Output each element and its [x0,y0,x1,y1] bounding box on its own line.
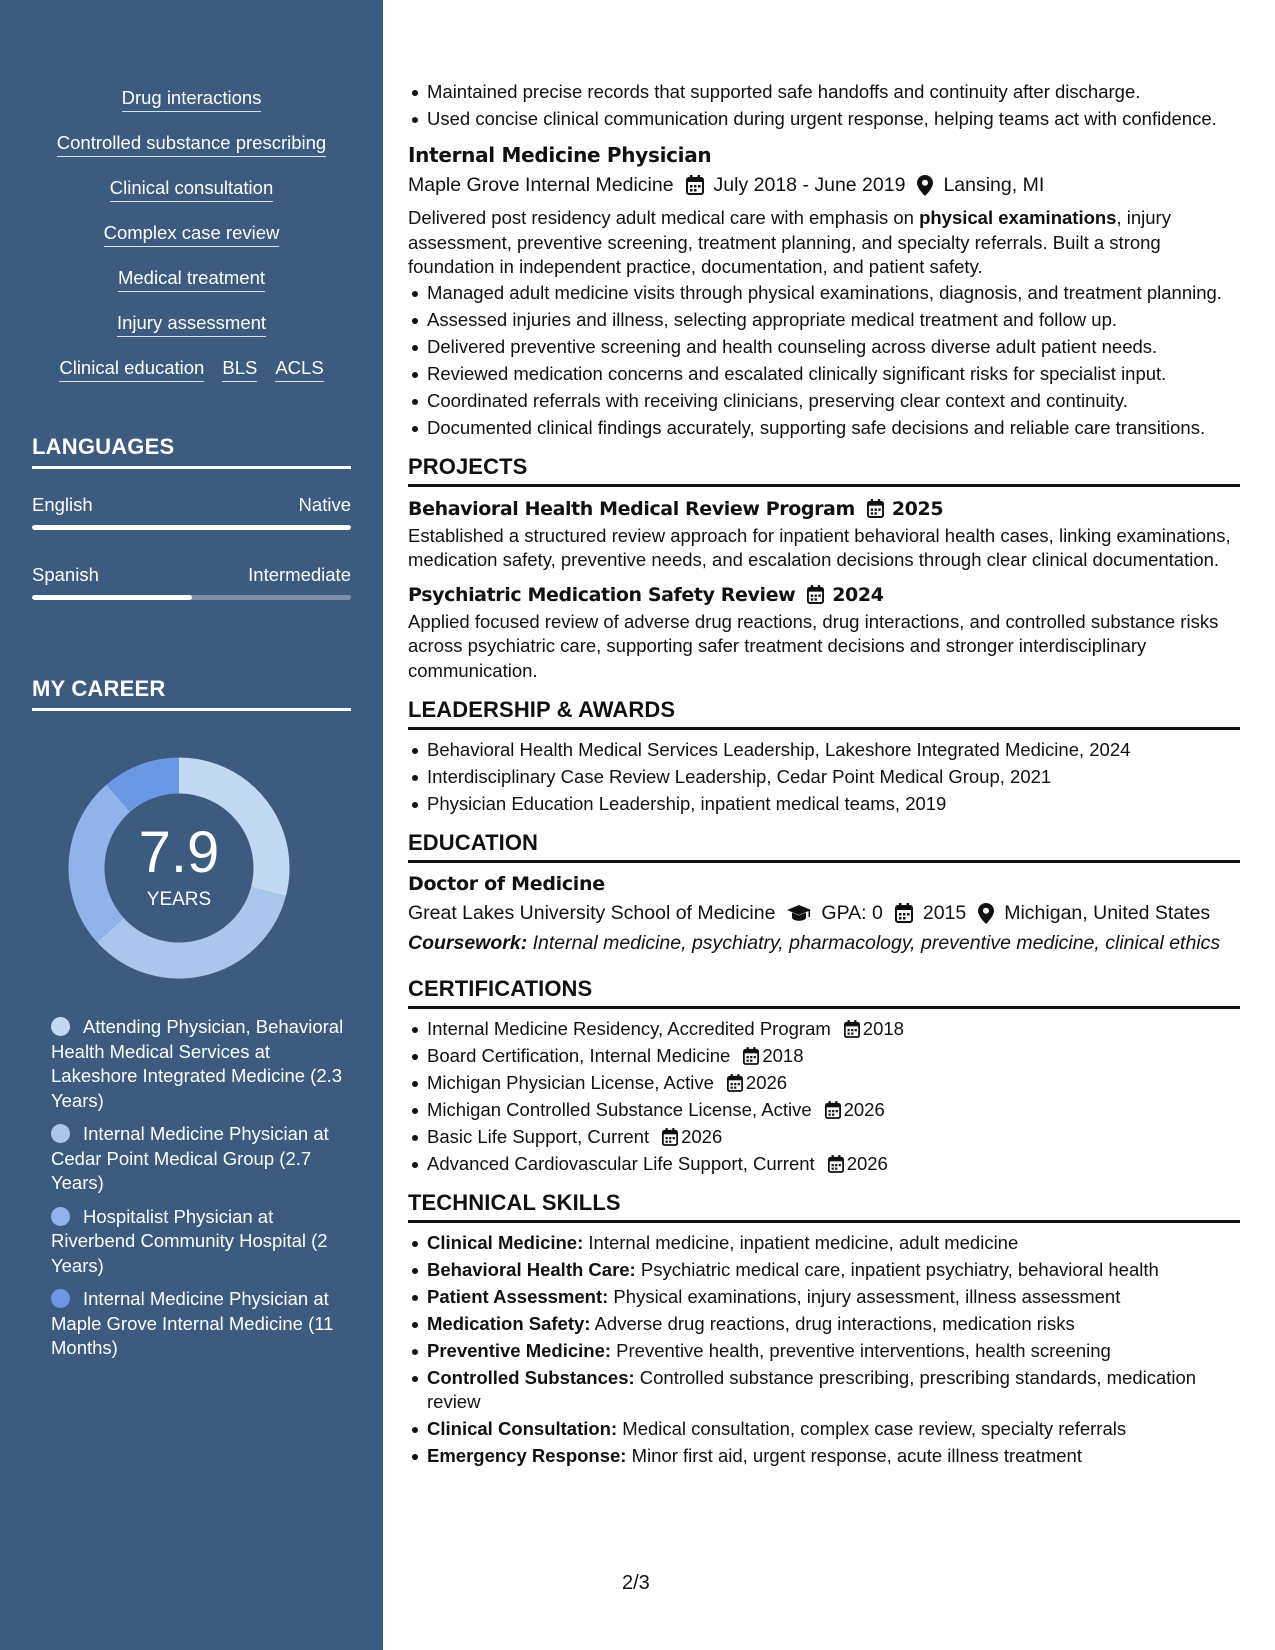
career-total-years: 7.9 [138,820,220,885]
job-title: Internal Medicine Physician [408,143,712,167]
job-summary [408,206,1240,280]
summary-text: , injury assessment, preventive screening, treatment planning, and specialty referrals. Built a strong foundation in independent practice, documentation, and patient safety. [408,207,1171,277]
tag-row [0,131,383,157]
previous-job-bullets [408,80,1240,131]
calendar-icon [662,1128,678,1146]
calendar-icon [895,903,913,923]
projects-heading: PROJECTS [408,454,1240,487]
tag-row [0,356,383,382]
skill-details: Psychiatric medical care, inpatient psychiatry, behavioral health [635,1258,1159,1280]
career-total-unit: YEARS [146,889,212,910]
career-legend-text: Hospitalist Physician at Riverbend Community Hospital (2 Years) [51,1205,328,1276]
certifications-heading: CERTIFICATIONS [408,976,1240,1009]
certifications-list [408,1017,1240,1176]
location-pin-icon [917,175,933,196]
certification-name: Basic Life Support, Current [427,1125,650,1147]
tag-row [0,86,383,112]
language-level: Native [298,494,351,515]
certification-item [408,1044,1240,1068]
skill-tag: Drug interactions [122,86,262,112]
project-year: 2024 [832,583,884,606]
skill-tag: Complex case review [104,221,280,247]
skill-category: Clinical Medicine: [427,1231,584,1253]
career-legend-item [51,1122,351,1196]
certification-year: 2026 [681,1125,723,1147]
career-legend-text: Internal Medicine Physician at Cedar Point Medical Group (2.7 Years) [51,1123,329,1193]
job-location: Lansing, MI [943,174,1045,196]
skill-details: Physical examinations, injury assessment, illness assessment [608,1285,1121,1307]
skill-category: Emergency Response: [427,1444,627,1466]
bullet-item: Delivered preventive screening and health counseling across diverse adult patient needs. [408,335,1240,359]
skill-details: Internal medicine, inpatient medicine, adult medicine [583,1231,1019,1253]
bullet-item: Maintained precise records that supported safe handoffs and continuity after discharge. [408,80,1240,104]
certification-name: Advanced Cardiovascular Life Support, Current [427,1152,815,1174]
calendar-icon [867,499,884,518]
legend-dot [51,1017,70,1036]
school-location: Michigan, United States [1004,902,1211,924]
certification-name: Michigan Physician License, Active [427,1071,714,1093]
language-proficiency-fill [32,595,192,600]
project-year: 2025 [891,497,944,520]
donut-segment [118,776,179,799]
skill-category: Behavioral Health Care: [427,1258,636,1280]
skill-tag: Clinical education [59,356,204,382]
skill-tag: BLS [222,356,257,382]
bullet-item: Physician Education Leadership, inpatient medical teams, 2019 [408,792,1240,816]
project-description: Applied focused review of adverse drug reactions, drug interactions, and controlled substance risks across psychiatric care, supporting safer treatment decisions and stronger interdisciplinary communication. [408,610,1219,681]
tag-row [0,266,383,292]
page-number: 2/3 [622,1572,650,1594]
skill-item [408,1285,1240,1309]
career-legend-text: Internal Medicine Physician at Maple Grove Internal Medicine (11 Months) [51,1288,334,1358]
certification-item [408,1125,1240,1149]
skill-category: Controlled Substances: [427,1366,635,1388]
education-heading: EDUCATION [408,830,1240,863]
career-legend-item [51,1287,351,1361]
bullet-item: Documented clinical findings accurately, supporting safe decisions and reliable care transitions. [408,416,1240,440]
calendar-icon [825,1101,841,1119]
graduation-cap-icon [787,904,811,922]
legend-dot [51,1207,70,1226]
skill-details: Medical consultation, complex case review, specialty referrals [617,1417,1127,1439]
certification-name: Michigan Controlled Substance License, Active [427,1098,812,1120]
skill-category: Medication Safety: [427,1312,591,1334]
summary-text: Delivered post residency adult medical care with emphasis on [408,207,920,228]
calendar-icon [828,1155,844,1173]
legend-dot [51,1289,70,1308]
skill-category: Patient Assessment: [427,1285,609,1307]
sidebar [0,0,383,1650]
leadership-list [408,738,1240,816]
certification-year: 2026 [843,1098,885,1120]
skill-category: Preventive Medicine: [427,1339,612,1361]
project-description: Established a structured review approach for inpatient behavioral health cases, linking examinations, medication safety, preventive needs, and escalation decisions through clear clinical documentation. [408,524,1231,570]
calendar-icon [686,175,704,195]
skill-details: Minor first aid, urgent response, acute illness treatment [626,1444,1082,1466]
school-name: Great Lakes University School of Medicine [408,902,776,924]
career-legend-item [51,1015,351,1113]
bullet-item: Reviewed medication concerns and escalated clinically significant risks for specialist input. [408,362,1240,386]
job-company: Maple Grove Internal Medicine [408,174,674,196]
language-spanish [32,564,351,586]
calendar-icon [844,1020,860,1038]
leadership-heading: LEADERSHIP & AWARDS [408,697,1240,730]
language-proficiency-fill [32,525,351,530]
education-meta [408,900,1240,926]
certification-item [408,1017,1240,1041]
bullet-item: Managed adult medicine visits through physical examinations, diagnosis, and treatment planning. [408,281,1240,305]
certification-item [408,1071,1240,1095]
language-name: English [32,494,93,515]
job-dates: July 2018 - June 2019 [713,174,906,196]
career-legend-item [51,1205,351,1279]
gpa: GPA: 0 [821,902,883,924]
language-proficiency-bar [32,595,351,600]
degree-title: Doctor of Medicine [408,873,605,895]
skill-item [408,1312,1240,1336]
job-meta [408,172,1240,198]
skill-tag: ACLS [275,356,323,382]
career-legend-text: Attending Physician, Behavioral Health Medical Services at Lakeshore Integrated Medicine (2.3 Years) [51,1016,344,1111]
technical-skills-list [408,1231,1240,1468]
skill-details: Controlled substance prescribing, prescribing standards, medication review [427,1366,1197,1412]
project-title [408,498,1240,520]
skill-details: Preventive health, preventive interventions, health screening [611,1339,1111,1361]
skill-details: Adverse drug reactions, drug interactions, medication risks [590,1312,1075,1334]
tag-row [0,176,383,202]
skill-tags [0,86,383,401]
tag-row [0,311,383,337]
language-name: Spanish [32,564,99,585]
project-name: Behavioral Health Medical Review Program [408,497,855,520]
certification-name: Internal Medicine Residency, Accredited Program [427,1017,831,1039]
coursework-label: Coursework: [408,932,528,954]
bullet-item: Interdisciplinary Case Review Leadership, Cedar Point Medical Group, 2021 [408,765,1240,789]
certification-name: Board Certification, Internal Medicine [427,1044,731,1066]
skill-tag: Clinical consultation [110,176,274,202]
skill-item [408,1417,1240,1441]
skill-item [408,1258,1240,1282]
bullet-item: Used concise clinical communication during urgent response, helping teams act with confidence. [408,107,1240,131]
main-content [408,0,1240,1471]
skill-item [408,1231,1240,1255]
language-english [32,494,351,516]
calendar-icon [807,585,824,604]
bullet-item: Assessed injuries and illness, selecting appropriate medical treatment and follow up. [408,308,1240,332]
bullet-item: Coordinated referrals with receiving clinicians, preserving clear context and continuity. [408,389,1240,413]
certification-year: 2026 [745,1071,788,1093]
project-name: Psychiatric Medication Safety Review [408,583,796,606]
career-heading: MY CAREER [32,676,351,711]
calendar-icon [727,1074,743,1092]
calendar-icon [743,1047,759,1065]
bullet-item: Behavioral Health Medical Services Leadership, Lakeshore Integrated Medicine, 2024 [408,738,1240,762]
summary-emphasis: physical examinations [919,207,1117,228]
skill-item [408,1444,1240,1468]
skill-tag: Medical treatment [118,266,265,292]
skill-item [408,1366,1240,1414]
language-proficiency-bar [32,525,351,530]
coursework [408,931,1240,956]
skill-tag: Controlled substance prescribing [57,131,326,157]
languages-heading: LANGUAGES [32,434,351,469]
language-level: Intermediate [248,564,351,585]
career-legend [51,1015,351,1370]
skill-category: Clinical Consultation: [427,1417,618,1439]
graduation-year: 2015 [922,902,967,924]
location-pin-icon [978,903,994,924]
tag-row [0,221,383,247]
project-title [408,584,1240,606]
certification-year: 2018 [862,1017,904,1039]
skill-item [408,1339,1240,1363]
certification-year: 2018 [762,1044,804,1066]
skill-tag: Injury assessment [117,311,266,337]
certification-item [408,1152,1240,1176]
coursework-text: Internal medicine, psychiatry, pharmacology, preventive medicine, clinical ethics [527,932,1221,954]
certification-item [408,1098,1240,1122]
technical-skills-heading: TECHNICAL SKILLS [408,1190,1240,1223]
legend-dot [51,1124,70,1143]
certification-year: 2026 [846,1152,888,1174]
job-bullets [408,281,1240,440]
